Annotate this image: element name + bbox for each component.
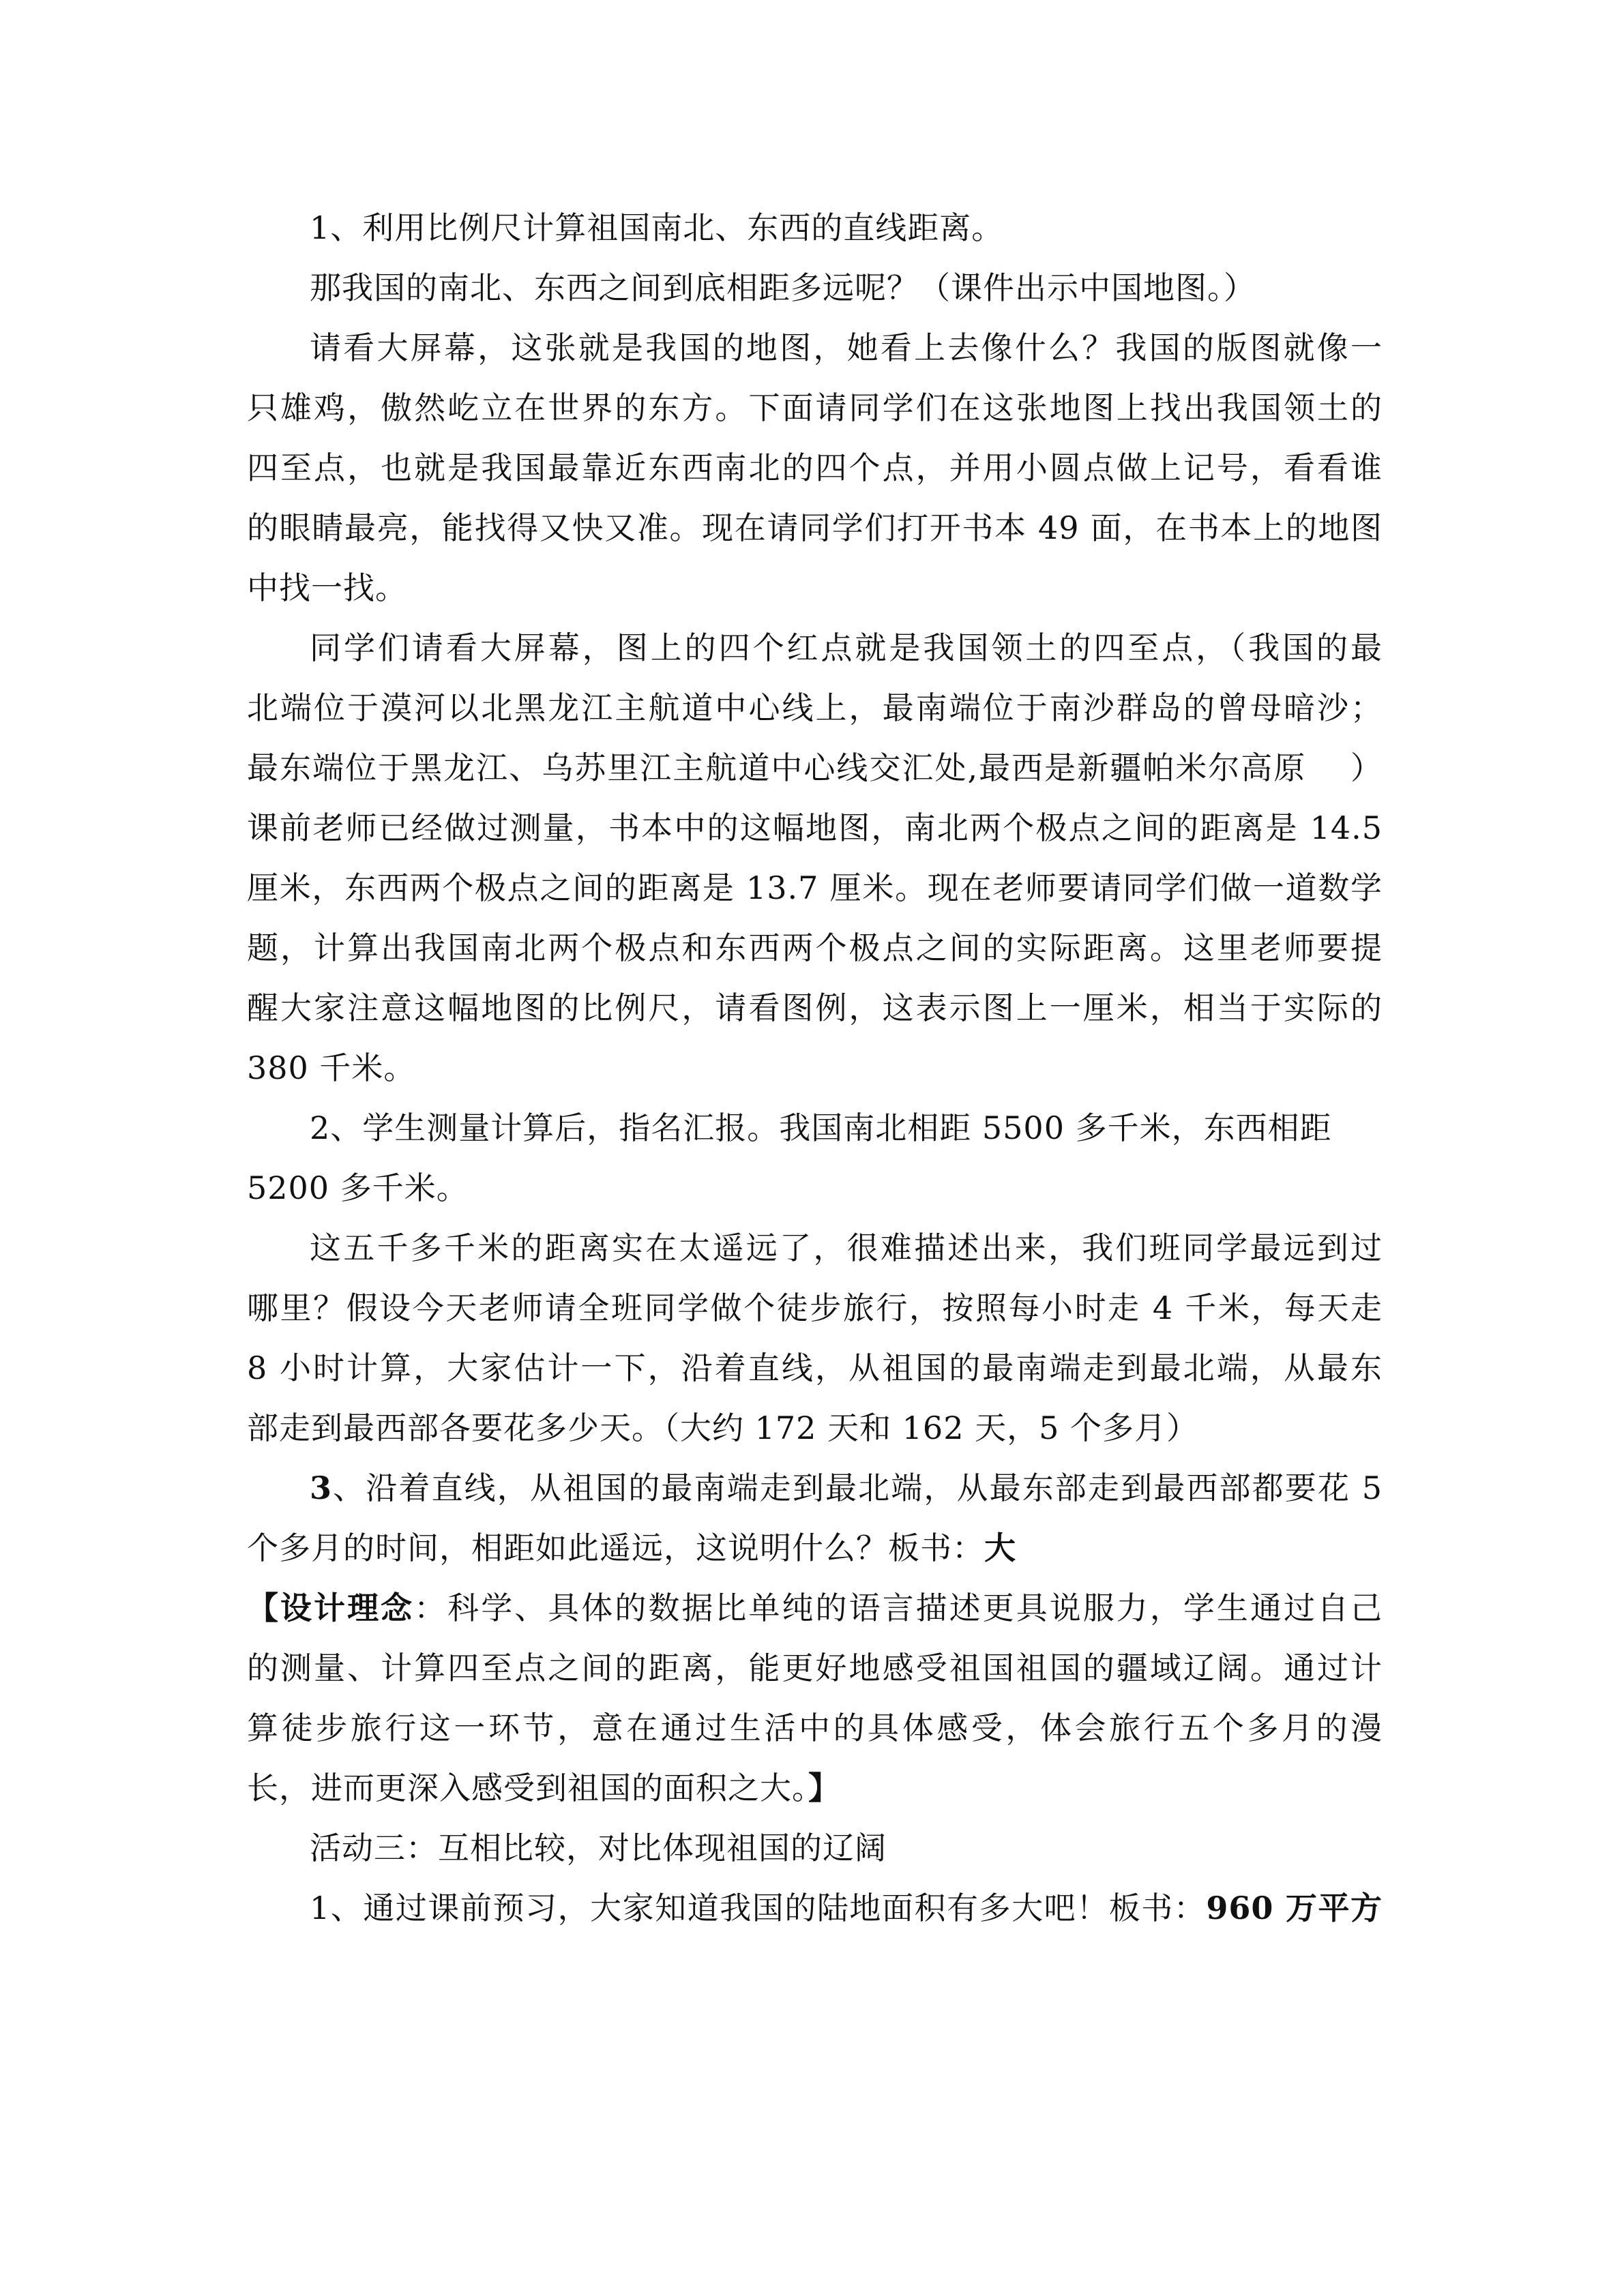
text-line: 8 小时计算，大家估计一下，沿着直线，从祖国的最南端走到最北端，从最东 bbox=[247, 1350, 1383, 1386]
text-line: 算徒步旅行这一环节，意在通过生活中的具体感受，体会旅行五个多月的漫 bbox=[247, 1710, 1383, 1746]
text-line: 四至点，也就是我国最靠近东西南北的四个点，并用小圆点做上记号，看看谁 bbox=[247, 449, 1383, 486]
text-line: 请看大屏幕，这张就是我国的地图，她看上去像什么？我国的版图就像一 bbox=[310, 329, 1383, 366]
text-line: 长，进而更深入感受到祖国的面积之大。】 bbox=[247, 1770, 840, 1806]
text-line: 那我国的南北、东西之间到底相距多远呢？（课件出示中国地图。） bbox=[310, 269, 1256, 306]
bold-text: 3 bbox=[310, 1470, 333, 1506]
text-line: 的测量、计算四至点之间的距离，能更好地感受祖国祖国的疆域辽阔。通过计 bbox=[247, 1650, 1383, 1686]
bold-text: 】 bbox=[808, 1770, 840, 1806]
document-body bbox=[247, 198, 1383, 1938]
text-line: 2、学生测量计算后，指名汇报。我国南北相距 5500 多千米，东西相距 bbox=[310, 1109, 1332, 1146]
bold-text: 960 万平方 bbox=[1206, 1890, 1383, 1926]
text-line: 1、通过课前预习，大家知道我国的陆地面积有多大吧！板书：960 万平方 bbox=[310, 1890, 1383, 1926]
text-line: 3、沿着直线，从祖国的最南端走到最北端，从最东部走到最西部都要花 5 bbox=[310, 1470, 1383, 1506]
text-line: 题，计算出我国南北两个极点和东西两个极点之间的实际距离。这里老师要提 bbox=[247, 929, 1383, 966]
text-line: 厘米，东西两个极点之间的距离是 13.7 厘米。现在老师要请同学们做一道数学 bbox=[247, 869, 1383, 906]
text-line: 【设计理念：科学、具体的数据比单纯的语言描述更具说服力，学生通过自己 bbox=[247, 1590, 1383, 1626]
text-line: 380 千米。 bbox=[247, 1049, 416, 1086]
text-line: 北端位于漠河以北黑龙江主航道中心线上，最南端位于南沙群岛的曾母暗沙； bbox=[247, 689, 1383, 726]
text-line: 最东端位于黑龙江、乌苏里江主航道中心线交汇处,最西是新疆帕米尔高原 ） bbox=[247, 749, 1383, 786]
text-line: 同学们请看大屏幕，图上的四个红点就是我国领土的四至点，（我国的最 bbox=[310, 629, 1383, 666]
text-line: 活动三：互相比较，对比体现祖国的辽阔 bbox=[310, 1830, 887, 1866]
text-line: 中找一找。 bbox=[247, 569, 407, 606]
text-line: 哪里？假设今天老师请全班同学做个徒步旅行，按照每小时走 4 千米，每天走 bbox=[247, 1289, 1383, 1326]
text-line: 5200 多千米。 bbox=[247, 1169, 469, 1206]
text-line: 的眼睛最亮，能找得又快又准。现在请同学们打开书本 49 面，在书本上的地图 bbox=[247, 509, 1383, 546]
text-line: 只雄鸡，傲然屹立在世界的东方。下面请同学们在这张地图上找出我国领土的 bbox=[247, 389, 1383, 426]
bold-text: 【设计理念 bbox=[247, 1590, 415, 1626]
text-line: 这五千多千米的距离实在太遥远了，很难描述出来，我们班同学最远到过 bbox=[310, 1229, 1383, 1266]
text-line: 醒大家注意这幅地图的比例尺，请看图例，这表示图上一厘米，相当于实际的 bbox=[247, 989, 1383, 1026]
text-line: 1、利用比例尺计算祖国南北、东西的直线距离。 bbox=[310, 209, 1004, 246]
text-line: 个多月的时间，相距如此遥远，这说明什么？板书：大 bbox=[247, 1530, 1016, 1566]
text-line: 课前老师已经做过测量，书本中的这幅地图，南北两个极点之间的距离是 14.5 bbox=[247, 809, 1383, 846]
bold-text: 大 bbox=[984, 1530, 1016, 1566]
text-line: 部走到最西部各要花多少天。（大约 172 天和 162 天，5 个多月） bbox=[247, 1410, 1198, 1446]
